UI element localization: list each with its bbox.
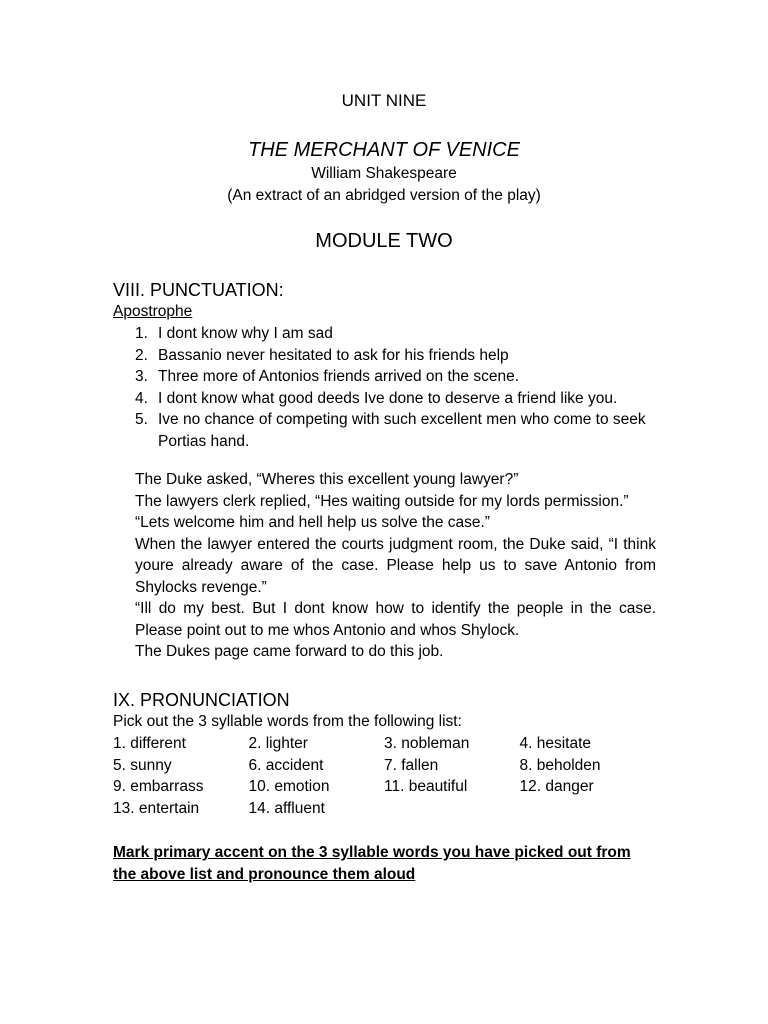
word-list [113, 733, 673, 819]
list-item-number: 5. [135, 411, 148, 428]
list-item [135, 345, 655, 367]
word-row [113, 776, 673, 798]
list-item-text: Ive no chance of competing with such excellent men who come to seek Portias hand. [158, 411, 646, 450]
play-subtitle: (An extract of an abridged version of the play) [227, 187, 541, 204]
accent-task-instruction: Mark primary accent on the 3 syllable words you have picked out from the above list and pronounce them aloud [113, 844, 631, 883]
word-item: 10. emotion [248, 778, 330, 795]
passage-line: The Dukes page came forward to do this job. [135, 643, 444, 660]
list-item-text: I dont know what good deeds Ive done to deserve a friend like you. [158, 389, 618, 407]
word-item: 12. danger [519, 778, 594, 795]
word-item [384, 798, 520, 820]
author-name: William Shakespeare [311, 165, 457, 182]
word-item: 9. embarrass [113, 778, 204, 795]
play-title: THE MERCHANT OF VENICE [248, 139, 520, 161]
list-item-text: I dont know why I am sad [158, 325, 333, 342]
passage-line: “Ill do my best. But I dont know how to identify the people in the case. Please point out to me whos Antonio and whos Shylock. [135, 600, 656, 639]
word-item: 7. fallen [384, 756, 439, 774]
word-item: 1. different [113, 735, 186, 752]
pronunciation-heading: IX. PRONUNCIATION [113, 690, 290, 710]
word-item: 8. beholden [519, 756, 601, 774]
list-item-number: 3. [135, 368, 148, 385]
list-item [135, 409, 655, 452]
list-item [135, 366, 655, 388]
word-item: 4. hesitate [519, 735, 592, 752]
word-item: 5. sunny [113, 756, 172, 774]
word-item: 2. lighter [248, 735, 308, 752]
word-row [113, 755, 673, 777]
passage-line: “Lets welcome him and hell help us solve the case.” [135, 514, 490, 531]
word-item: 6. accident [248, 756, 324, 774]
apostrophe-subheading: Apostrophe [113, 303, 193, 320]
dialogue-passage [135, 469, 656, 663]
word-item: 14. affluent [248, 799, 325, 817]
pronunciation-instruction: Pick out the 3 syllable words from the following list: [113, 713, 462, 730]
word-row [113, 733, 673, 755]
word-row [113, 798, 673, 820]
passage-line: The Duke asked, “Wheres this excellent young lawyer?” [135, 471, 519, 488]
list-item [135, 388, 655, 410]
list-item-text: Three more of Antonios friends arrived on the scene. [158, 368, 520, 385]
list-item [135, 323, 655, 345]
apostrophe-list [135, 323, 655, 452]
punctuation-heading: VIII. PUNCTUATION: [113, 280, 284, 300]
list-item-number: 1. [135, 325, 148, 342]
list-item-number: 4. [135, 389, 148, 407]
module-title: MODULE TWO [315, 230, 453, 252]
passage-line: The lawyers clerk replied, “Hes waiting outside for my lords permission.” [135, 492, 629, 510]
word-item: 13. entertain [113, 799, 200, 817]
list-item-number: 2. [135, 346, 148, 364]
word-item: 3. nobleman [384, 735, 470, 752]
passage-line: When the lawyer entered the courts judgment room, the Duke said, “I think youre already aware of the case. Please help us to save Antonio from Shylocks revenge.” [135, 535, 656, 596]
word-item [520, 798, 656, 820]
word-item: 11. beautiful [384, 778, 468, 795]
list-item-text: Bassanio never hesitated to ask for his friends help [158, 346, 509, 364]
unit-title: UNIT NINE [341, 91, 427, 110]
